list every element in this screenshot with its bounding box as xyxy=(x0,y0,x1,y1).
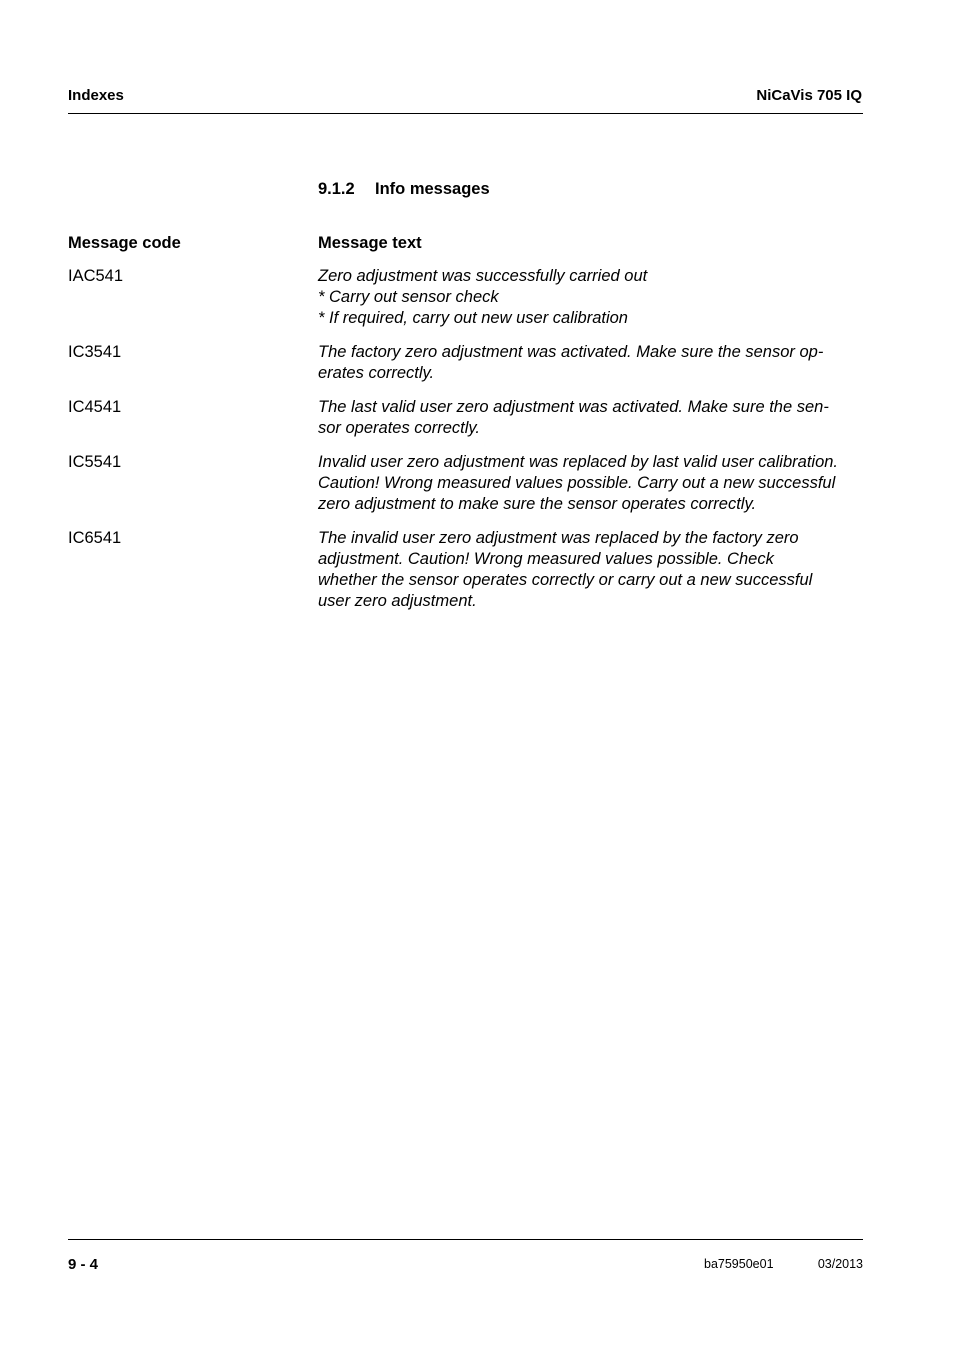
message-line: The factory zero adjustment was activated. Make sure the sensor op- xyxy=(318,343,824,361)
table-row xyxy=(68,397,863,439)
message-line: whether the sensor operates correctly or carry out a new successful xyxy=(318,571,813,589)
message-line: zero adjustment to make sure the sensor operates correctly. xyxy=(318,495,757,513)
footer-divider xyxy=(68,1239,863,1240)
message-line: Invalid user zero adjustment was replaced by last valid user calibration. xyxy=(318,453,839,471)
message-line: user zero adjustment. xyxy=(318,592,477,610)
column-header-code: Message code xyxy=(68,234,181,252)
header-divider xyxy=(68,113,863,114)
message-code: IAC541 xyxy=(68,267,124,285)
table-row xyxy=(68,342,863,384)
message-line: adjustment. Caution! Wrong measured values possible. Check xyxy=(318,550,774,568)
message-line: The last valid user zero adjustment was activated. Make sure the sen- xyxy=(318,398,829,416)
section-heading xyxy=(318,180,490,199)
table-row xyxy=(68,452,863,515)
message-text xyxy=(318,528,863,612)
table-header-row xyxy=(68,233,863,254)
message-line: Caution! Wrong measured values possible. Carry out a new successful xyxy=(318,474,836,492)
message-line: sor operates correctly. xyxy=(318,419,481,437)
section-number: 9.1.2 xyxy=(318,180,355,198)
message-line: erates correctly. xyxy=(318,364,435,382)
running-header-section: Indexes xyxy=(68,87,124,104)
message-code: IC3541 xyxy=(68,343,122,361)
column-header-text: Message text xyxy=(318,234,422,252)
table-row xyxy=(68,528,863,612)
message-text xyxy=(318,397,863,439)
message-line: * Carry out sensor check xyxy=(318,288,499,306)
message-text xyxy=(318,452,863,515)
info-messages-table xyxy=(68,233,863,625)
table-row xyxy=(68,266,863,329)
document-id: ba75950e01 xyxy=(704,1257,774,1271)
page-number: 9 - 4 xyxy=(68,1256,99,1273)
message-text xyxy=(318,266,863,329)
message-line: * If required, carry out new user calibration xyxy=(318,309,628,327)
section-title: Info messages xyxy=(375,180,490,198)
message-code: IC4541 xyxy=(68,398,122,416)
running-header-product: NiCaVis 705 IQ xyxy=(756,87,862,104)
message-code: IC6541 xyxy=(68,529,122,547)
message-line: Zero adjustment was successfully carried out xyxy=(318,267,648,285)
message-line: The invalid user zero adjustment was replaced by the factory zero xyxy=(318,529,799,547)
document-date: 03/2013 xyxy=(817,1257,863,1271)
message-text xyxy=(318,342,863,384)
message-code: IC5541 xyxy=(68,453,122,471)
